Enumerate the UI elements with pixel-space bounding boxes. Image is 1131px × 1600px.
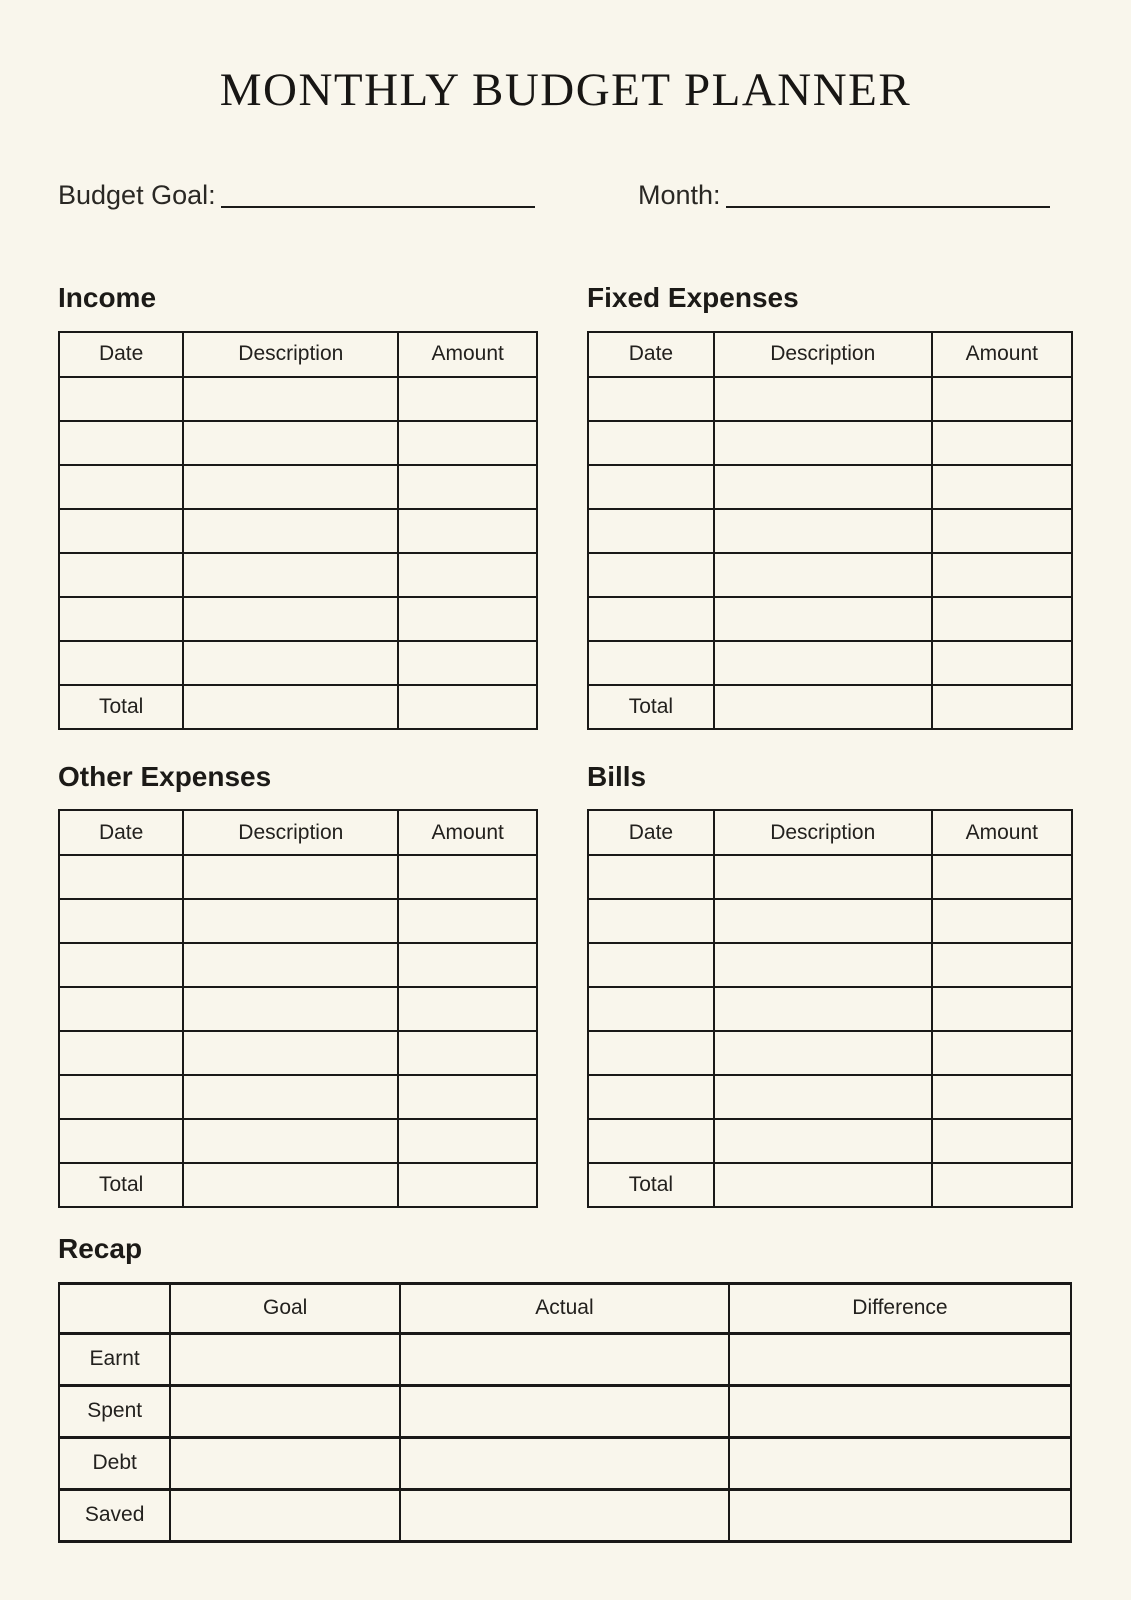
blank-cell-date[interactable]	[588, 987, 714, 1031]
blank-cell-date[interactable]	[588, 1031, 714, 1075]
table-row	[588, 641, 1072, 685]
blank-cell-date[interactable]	[59, 509, 183, 553]
blank-cell-date[interactable]	[59, 597, 183, 641]
table-row	[59, 421, 537, 465]
blank-cell-date[interactable]	[59, 1075, 183, 1119]
blank-cell-amount[interactable]	[932, 1119, 1072, 1163]
blank-cell-date[interactable]	[59, 641, 183, 685]
blank-cell-description[interactable]	[183, 987, 398, 1031]
blank-cell-description[interactable]	[183, 509, 398, 553]
blank-cell-amount[interactable]	[932, 943, 1072, 987]
blank-cell-amount[interactable]	[398, 855, 537, 899]
blank-cell-description[interactable]	[714, 377, 932, 421]
blank-cell-amount[interactable]	[398, 597, 537, 641]
blank-cell-amount[interactable]	[932, 509, 1072, 553]
total-label: Total	[588, 1163, 714, 1207]
blank-cell-date[interactable]	[588, 597, 714, 641]
recap-row-label: Saved	[59, 1489, 170, 1541]
blank-cell-date[interactable]	[59, 553, 183, 597]
blank-cell-date[interactable]	[588, 421, 714, 465]
table-row	[588, 377, 1072, 421]
column-header-date: Date	[588, 332, 714, 377]
blank-cell-amount[interactable]	[398, 465, 537, 509]
fixed-expenses-table	[587, 331, 1073, 730]
blank-cell-amount[interactable]	[398, 421, 537, 465]
blank-cell-amount[interactable]	[932, 899, 1072, 943]
blank-cell-date[interactable]	[588, 899, 714, 943]
blank-cell-amount[interactable]	[932, 1075, 1072, 1119]
section-title-bills: Bills	[587, 760, 647, 792]
other-expenses-table	[58, 809, 538, 1208]
budget-goal-label: Budget Goal:	[58, 180, 216, 211]
blank-cell-amount[interactable]	[398, 987, 537, 1031]
tables-grid	[58, 283, 1073, 1208]
blank-cell-amount[interactable]	[398, 1031, 537, 1075]
blank-cell-amount[interactable]	[932, 465, 1072, 509]
blank-cell-description[interactable]	[714, 421, 932, 465]
blank-cell-description[interactable]	[714, 553, 932, 597]
blank-cell-amount[interactable]	[398, 899, 537, 943]
blank-cell-earnt-actual[interactable]	[400, 1333, 729, 1385]
column-header-amount: Amount	[398, 332, 537, 377]
blank-cell-amount[interactable]	[932, 597, 1072, 641]
bills-table	[587, 809, 1073, 1208]
blank-cell-spent-actual[interactable]	[400, 1385, 729, 1437]
table-row	[588, 1075, 1072, 1119]
table-row	[588, 943, 1072, 987]
blank-cell-description[interactable]	[714, 509, 932, 553]
section-income	[58, 283, 538, 729]
blank-cell-description[interactable]	[714, 899, 932, 943]
blank-cell-description[interactable]	[714, 1031, 932, 1075]
blank-cell-description[interactable]	[183, 855, 398, 899]
recap-row-label: Spent	[59, 1385, 170, 1437]
blank-cell-amount[interactable]	[932, 377, 1072, 421]
blank-cell-debt-actual[interactable]	[400, 1437, 729, 1489]
column-header-description: Description	[714, 810, 932, 855]
blank-cell-saved-goal[interactable]	[170, 1489, 400, 1541]
table-row	[59, 1119, 537, 1163]
blank-cell-amount[interactable]	[932, 641, 1072, 685]
blank-cell-description[interactable]	[183, 943, 398, 987]
blank-cell-date[interactable]	[588, 1075, 714, 1119]
column-header-amount: Amount	[398, 810, 537, 855]
blank-cell-description[interactable]	[183, 899, 398, 943]
blank-cell-total-amount[interactable]	[398, 1163, 537, 1207]
column-header-date: Date	[588, 810, 714, 855]
blank-cell-amount[interactable]	[398, 553, 537, 597]
blank-cell-date[interactable]	[59, 421, 183, 465]
blank-cell-date[interactable]	[59, 943, 183, 987]
recap-row-label: Earnt	[59, 1333, 170, 1385]
blank-cell-amount[interactable]	[932, 1031, 1072, 1075]
blank-cell-date[interactable]	[588, 943, 714, 987]
blank-cell-amount[interactable]	[932, 553, 1072, 597]
table-row	[59, 899, 537, 943]
table-row	[588, 1119, 1072, 1163]
column-header-amount: Amount	[932, 332, 1072, 377]
blank-cell-date[interactable]	[588, 641, 714, 685]
blank-cell-description[interactable]	[183, 597, 398, 641]
blank-cell-description[interactable]	[714, 465, 932, 509]
table-row	[588, 1031, 1072, 1075]
blank-cell-total-amount[interactable]	[398, 685, 537, 729]
table-header-row	[588, 332, 1072, 377]
blank-cell-earnt-goal[interactable]	[170, 1333, 400, 1385]
table-row	[588, 597, 1072, 641]
blank-cell-total-description[interactable]	[714, 685, 932, 729]
table-row	[588, 421, 1072, 465]
column-header-description: Description	[714, 332, 932, 377]
table-row	[59, 465, 537, 509]
blank-cell-description[interactable]	[714, 597, 932, 641]
blank-cell-date[interactable]	[588, 855, 714, 899]
blank-cell-date[interactable]	[59, 377, 183, 421]
total-row	[588, 1163, 1072, 1207]
table-row	[59, 943, 537, 987]
blank-cell-date[interactable]	[59, 1119, 183, 1163]
table-header-row	[588, 810, 1072, 855]
total-row	[588, 685, 1072, 729]
blank-cell-date[interactable]	[588, 377, 714, 421]
month-field	[638, 180, 1050, 211]
blank-cell-description[interactable]	[183, 1031, 398, 1075]
table-row	[588, 899, 1072, 943]
column-header-amount: Amount	[932, 810, 1072, 855]
table-row	[59, 855, 537, 899]
blank-cell-amount[interactable]	[932, 855, 1072, 899]
blank-cell-date[interactable]	[59, 465, 183, 509]
recap-corner-cell	[59, 1283, 170, 1333]
column-header-date: Date	[59, 810, 183, 855]
total-label: Total	[59, 685, 183, 729]
blank-cell-saved-difference[interactable]	[729, 1489, 1071, 1541]
table-row	[588, 987, 1072, 1031]
blank-cell-description[interactable]	[183, 553, 398, 597]
table-row	[59, 1031, 537, 1075]
blank-cell-description[interactable]	[714, 1075, 932, 1119]
column-header-date: Date	[59, 332, 183, 377]
blank-cell-date[interactable]	[59, 855, 183, 899]
blank-cell-total-description[interactable]	[714, 1163, 932, 1207]
recap-header-row	[59, 1283, 1071, 1333]
total-label: Total	[588, 685, 714, 729]
table-row	[59, 641, 537, 685]
blank-cell-amount[interactable]	[398, 1119, 537, 1163]
recap-table	[58, 1282, 1072, 1543]
month-label: Month:	[638, 180, 721, 211]
blank-cell-earnt-difference[interactable]	[729, 1333, 1071, 1385]
blank-cell-saved-actual[interactable]	[400, 1489, 729, 1541]
blank-cell-date[interactable]	[59, 1031, 183, 1075]
recap-row-earnt	[59, 1333, 1071, 1385]
recap-row-label: Debt	[59, 1437, 170, 1489]
income-table	[58, 331, 538, 730]
table-row	[59, 1075, 537, 1119]
blank-cell-amount[interactable]	[398, 377, 537, 421]
blank-cell-spent-difference[interactable]	[729, 1385, 1071, 1437]
blank-cell-description[interactable]	[183, 421, 398, 465]
recap-column-header-goal: Goal	[170, 1283, 400, 1333]
total-row	[59, 685, 537, 729]
section-title-recap: Recap	[58, 1233, 143, 1265]
table-row	[588, 509, 1072, 553]
blank-cell-description[interactable]	[183, 641, 398, 685]
blank-cell-amount[interactable]	[398, 641, 537, 685]
blank-cell-description[interactable]	[714, 987, 932, 1031]
total-row	[59, 1163, 537, 1207]
blank-cell-date[interactable]	[588, 553, 714, 597]
column-header-description: Description	[183, 332, 398, 377]
table-row	[59, 377, 537, 421]
blank-cell-date[interactable]	[588, 1119, 714, 1163]
table-header-row	[59, 810, 537, 855]
total-label: Total	[59, 1163, 183, 1207]
section-title-other-expenses: Other Expenses	[58, 760, 272, 792]
table-row	[588, 855, 1072, 899]
blank-cell-date[interactable]	[588, 465, 714, 509]
blank-cell-total-description[interactable]	[183, 685, 398, 729]
blank-cell-amount[interactable]	[398, 509, 537, 553]
blank-cell-date[interactable]	[588, 509, 714, 553]
table-row	[588, 465, 1072, 509]
budget-goal-field	[58, 180, 535, 211]
page-title: MONTHLY BUDGET PLANNER	[219, 64, 912, 116]
section-other-expenses	[58, 762, 538, 1208]
blank-cell-description[interactable]	[714, 1119, 932, 1163]
blank-cell-amount[interactable]	[398, 943, 537, 987]
recap-column-header-difference: Difference	[729, 1283, 1071, 1333]
blank-cell-description[interactable]	[714, 641, 932, 685]
header-fields-row	[58, 180, 1073, 211]
blank-cell-debt-difference[interactable]	[729, 1437, 1071, 1489]
blank-cell-description[interactable]	[183, 1075, 398, 1119]
section-title-income: Income	[58, 282, 157, 314]
blank-cell-total-description[interactable]	[183, 1163, 398, 1207]
blank-cell-date[interactable]	[59, 987, 183, 1031]
blank-cell-description[interactable]	[183, 377, 398, 421]
blank-cell-amount[interactable]	[398, 1075, 537, 1119]
section-title-fixed-expenses: Fixed Expenses	[587, 282, 799, 314]
table-row	[588, 553, 1072, 597]
blank-cell-description[interactable]	[714, 855, 932, 899]
section-fixed-expenses	[587, 283, 1073, 729]
table-header-row	[59, 332, 537, 377]
blank-cell-date[interactable]	[59, 899, 183, 943]
blank-cell-amount[interactable]	[932, 421, 1072, 465]
blank-cell-debt-goal[interactable]	[170, 1437, 400, 1489]
blank-cell-total-amount[interactable]	[932, 1163, 1072, 1207]
blank-cell-description[interactable]	[714, 943, 932, 987]
section-recap	[58, 1234, 1073, 1542]
blank-cell-spent-goal[interactable]	[170, 1385, 400, 1437]
budget-goal-input-line[interactable]	[221, 206, 535, 208]
recap-row-saved	[59, 1489, 1071, 1541]
month-input-line[interactable]	[726, 206, 1050, 208]
table-row	[59, 553, 537, 597]
column-header-description: Description	[183, 810, 398, 855]
recap-row-debt	[59, 1437, 1071, 1489]
recap-row-spent	[59, 1385, 1071, 1437]
blank-cell-description[interactable]	[183, 465, 398, 509]
section-bills	[587, 762, 1073, 1208]
table-row	[59, 987, 537, 1031]
table-row	[59, 509, 537, 553]
blank-cell-amount[interactable]	[932, 987, 1072, 1031]
blank-cell-total-amount[interactable]	[932, 685, 1072, 729]
recap-column-header-actual: Actual	[400, 1283, 729, 1333]
table-row	[59, 597, 537, 641]
blank-cell-description[interactable]	[183, 1119, 398, 1163]
